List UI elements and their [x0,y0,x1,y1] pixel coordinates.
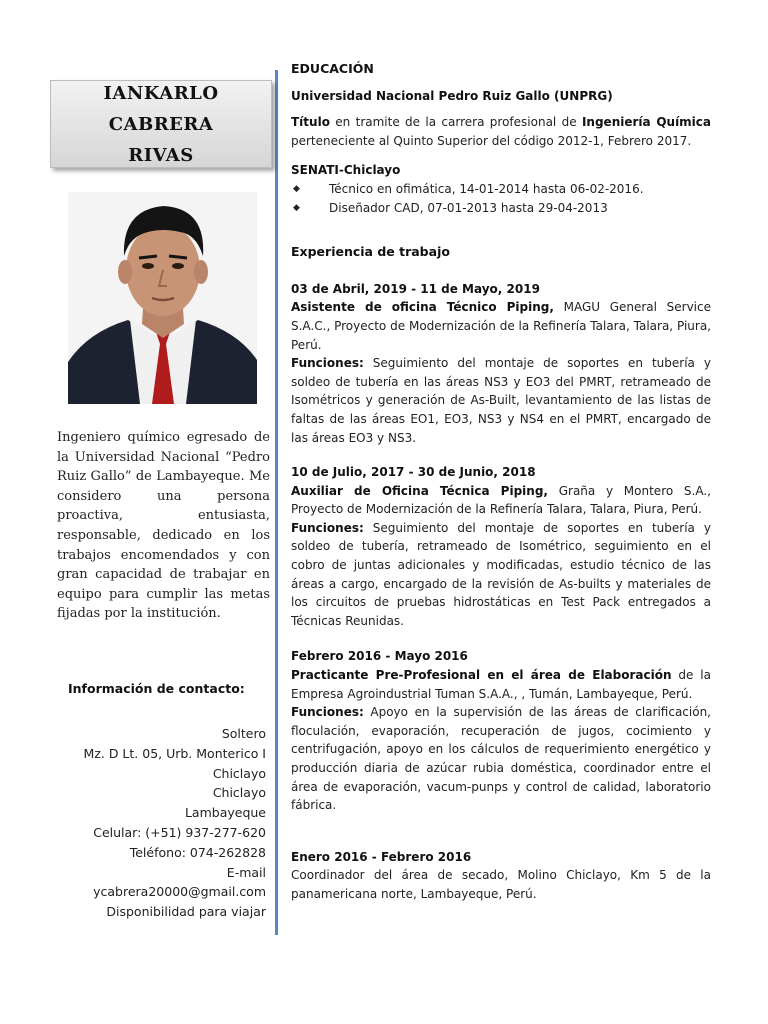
contact-line: Chiclayo [212,785,266,801]
job-functions [291,354,711,447]
functions-label: Funciones: [291,356,364,371]
contact-info [36,724,266,922]
functions-text: Apoyo en la supervisión de las áreas de clarificación, floculación, evaporación, recuperación de jugos, cocimiento y centrifugación, apoyo en los cálculos de requerimiento energético y producción diaria de azúcar rubia doméstica, coordinador entre el área de evaporación, vacum-punps y control de calidad, laboratorio fábrica. [291,705,711,813]
contact-phone: Teléfono: 074-262828 [129,844,266,860]
contact-line: Chiclayo [212,765,266,781]
job-role: Auxiliar de Oficina Técnica Piping, [291,483,548,498]
job-functions [291,519,711,631]
functions-label: Funciones: [291,520,364,535]
functions-label: Funciones: [291,705,364,720]
functions-text: Seguimiento del montaje de soportes en tubería y soldeo de tubería en las áreas NS3 y EO3 del PMRT, retrameado de Isométricos y generación de As-Built, levantamiento de las listas de faltas de las áreas EO1, EO3, NS3 y NS4 en el PMRT, encargado de las áreas EO3 y NS3. [291,356,711,445]
senati-list [291,180,711,217]
degree-pre: en tramite de la carrera profesional de [329,115,582,130]
university-name: Universidad Nacional Pedro Ruiz Gallo (UNPRG) [291,88,613,103]
degree-career: Ingeniería Química [581,115,712,130]
job-company: de la Empresa Agroindustrial Tuman S.A.A., , Tumán, Lambayeque, Perú. [291,668,711,701]
contact-line: Disponibilidad para viajar [106,904,266,920]
profile-summary: Ingeniero químico egresado de la Universidad Nacional “Pedro Ruiz Gallo” de Lambayeque. Me considero una persona proactiva, entusiasta, responsable, dedicado en los trabajos encomendados y con gran capacidad de trabajar en equipo para cumplir las metas fijadas por la institución. [57,430,270,622]
job-company: Graña y Montero S.A., Proyecto de Modernización de la Refinería Talara, Talara, Piura, Perú. [291,483,711,517]
job-entry [291,463,711,630]
job-functions [291,703,711,815]
right-column [291,60,711,904]
portrait-image [68,192,257,404]
job-role: Asistente de oficina Técnico Piping, [291,300,554,315]
degree-post: perteneciente al Quinto Superior del código 2012-1, Febrero 2017. [291,133,692,148]
contact-line: Lambayeque [184,805,266,821]
job-description [291,666,711,703]
job-entry [291,848,711,904]
column-divider [275,70,278,935]
experience-title: Experiencia de trabajo [291,244,450,260]
full-name [51,78,271,171]
degree-label: Título [291,115,330,130]
name-line-1: IANKARLO CABRERA [103,82,219,135]
job-company: MAGU General Service S.A.C., Proyecto de Modernización de la Refinería Talara, Talara, Piura, Perú. [291,300,711,352]
contact-email-label: E-mail [226,864,266,880]
job-date: 10 de Julio, 2017 - 30 de Junio, 2018 [291,465,536,480]
job-description [291,298,711,354]
job-entry [291,647,711,814]
job-date: Febrero 2016 - Mayo 2016 [291,649,468,664]
functions-text: Seguimiento del montaje de soportes en tubería y soldeo de tubería, retrameado de Isométrico, seguimiento en el cobro de juntas adicionales y modificadas, estudio técnico de las áreas a cargo, encargado de la revisión de As-builts y materiales de los circuitos de pruebas hidrostáticas en Test Pack entregados a Técnicas Reunidas. [291,520,711,628]
education-title: EDUCACIÓN [291,61,374,76]
list-item: ◆ Diseñador CAD, 07-01-2013 hasta 29-04-2013 [291,199,711,218]
job-description [291,482,711,519]
contact-phone-mobile: Celular: (+51) 937-277-620 [93,824,266,840]
list-item: ◆ Técnico en ofimática, 14-01-2014 hasta 06-02-2016. [291,180,711,199]
job-description: Coordinador del área de secado, Molino Chiclayo, Km 5 de la panamericana norte, Lambayeque, Perú. [291,868,711,901]
job-date: Enero 2016 - Febrero 2016 [291,849,472,864]
contact-line: Soltero [221,726,266,741]
job-entry [291,280,711,447]
senati-title: SENATI-Chiclayo [291,163,401,178]
contact-line: Mz. D Lt. 05, Urb. Monterico I [83,745,266,761]
degree-paragraph [291,113,711,150]
job-role: Practicante Pre-Profesional en el área de Elaboración [291,668,672,683]
profile-photo [68,192,257,404]
name-box [50,80,272,168]
contact-email: ycabrera20000@gmail.com [93,884,266,900]
name-line-2: RIVAS [128,144,194,166]
contact-title: Información de contacto: [68,681,245,696]
job-date: 03 de Abril, 2019 - 11 de Mayo, 2019 [291,281,540,296]
